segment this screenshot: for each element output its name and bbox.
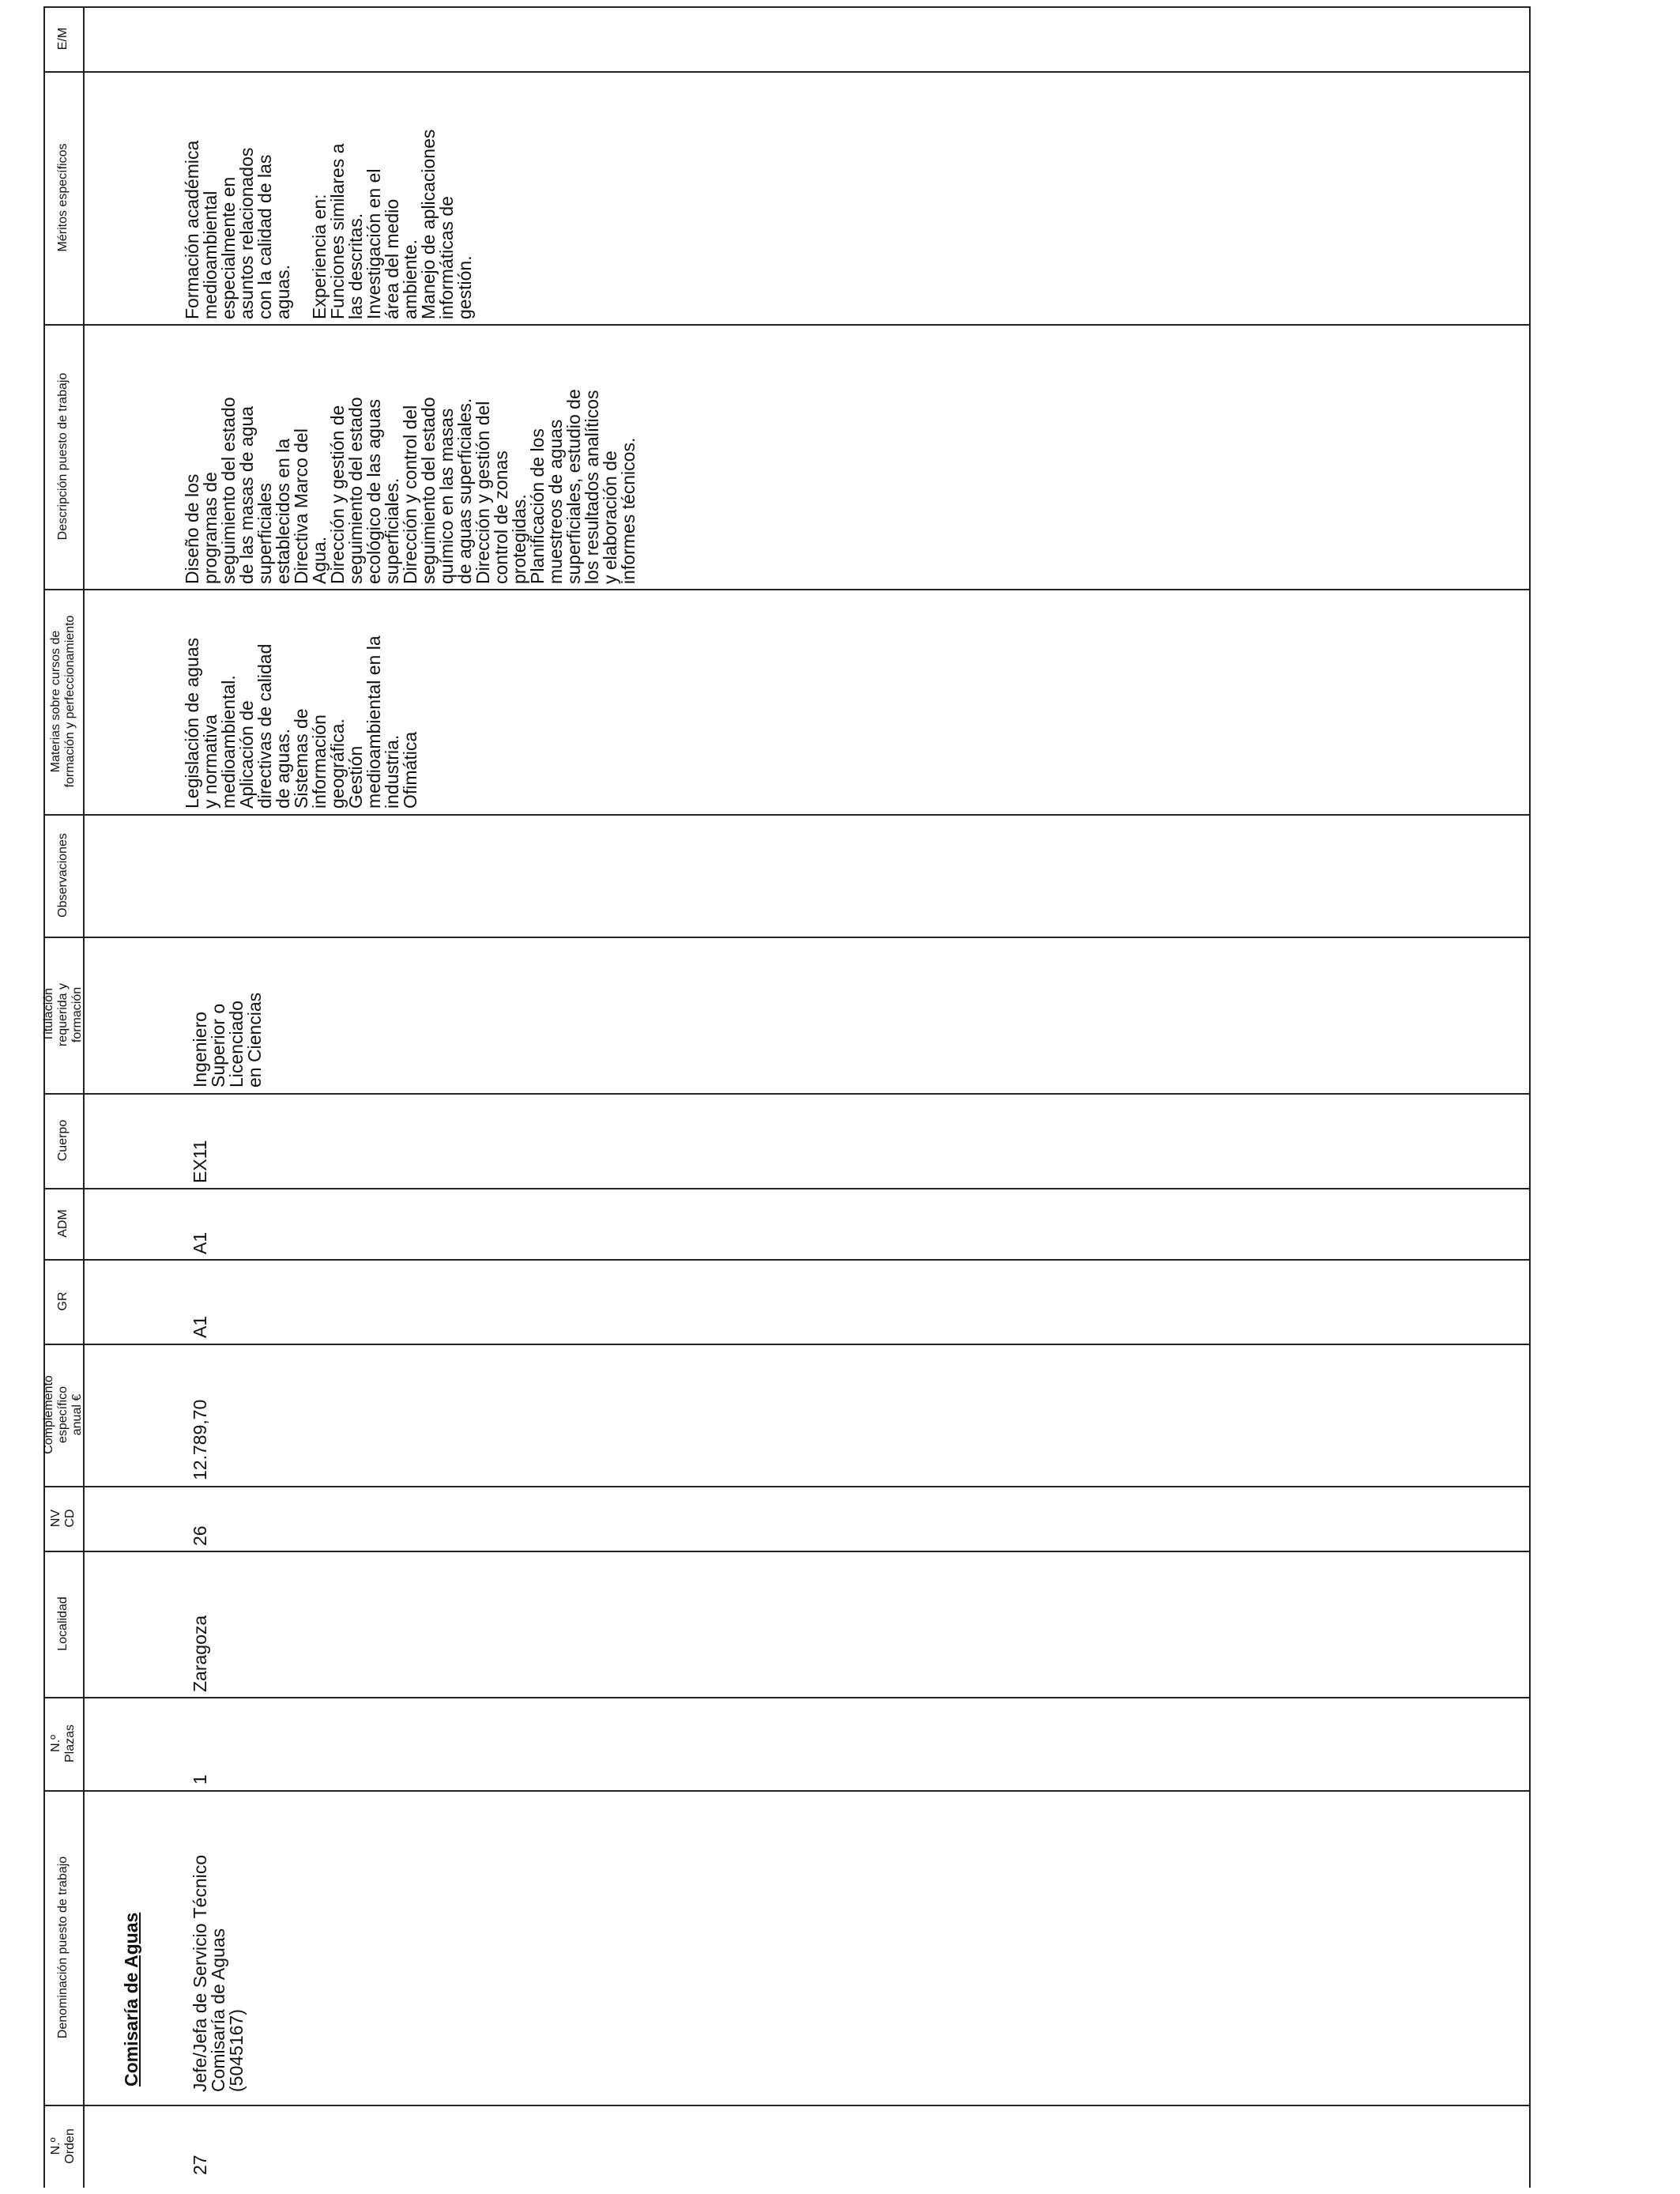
materias-line: de aguas. xyxy=(273,728,293,809)
descripcion-line: superficiales, estudio de xyxy=(563,389,584,584)
materias-line: Ofimática xyxy=(400,731,420,809)
denominacion-line: (5045167) xyxy=(226,2009,247,2092)
meritos-line: gestión. xyxy=(454,255,475,319)
meritos-line: Experiencia en: xyxy=(309,194,330,319)
meritos-line: informáticas de xyxy=(436,196,457,319)
descripcion-line: superficiales xyxy=(254,483,275,584)
descripcion-line: Agua. xyxy=(309,536,330,584)
descripcion-line: Dirección y gestión del xyxy=(473,401,493,584)
descripcion-line: los resultados analíticos xyxy=(582,390,602,584)
section-title: Comisaría de Aguas xyxy=(121,1912,141,2087)
materias-line: medioambiental en la xyxy=(363,635,384,809)
meritos-line: ambiente. xyxy=(400,239,420,319)
header-titulacion: Titulación requerida y formación xyxy=(42,982,84,1047)
header-observaciones: Observaciones xyxy=(56,833,70,918)
header-descripcion: Descripción puesto de trabajo xyxy=(56,372,70,541)
descripcion-line: control de zonas xyxy=(491,450,511,584)
descripcion-line: seguimiento del estado xyxy=(418,397,439,584)
meritos-line: las descritas. xyxy=(345,213,366,319)
descripcion-line: y elaboración de xyxy=(600,450,620,584)
cell-titulacion xyxy=(191,941,278,1089)
cell-nv-cd: 26 xyxy=(190,1525,210,1546)
meritos-line xyxy=(292,72,311,319)
materias-line: información xyxy=(309,714,330,809)
cell-gr: A1 xyxy=(190,1315,210,1338)
titulacion-line: Ingeniero xyxy=(190,1012,210,1088)
cell-denominacion xyxy=(191,1794,278,2098)
header-complemento: Complemento específico anual € xyxy=(42,1375,84,1454)
header-n-plazas: N.º Plazas xyxy=(49,1724,77,1762)
descripcion-line: de las masas de agua xyxy=(236,405,257,584)
meritos-line: especialmente en xyxy=(218,176,239,319)
descripcion-line: establecidos en la xyxy=(273,438,293,584)
descripcion-line: seguimiento del estado xyxy=(218,397,239,584)
cell-observaciones xyxy=(191,818,215,933)
materias-line: directivas de calidad xyxy=(254,643,275,809)
meritos-line: área del medio xyxy=(382,198,402,319)
materias-line: geográfica. xyxy=(327,718,348,809)
descripcion-line: de aguas superficiales. xyxy=(454,398,475,584)
cell-localidad: Zaragoza xyxy=(190,1615,210,1692)
meritos-line: con la calidad de las xyxy=(254,154,275,319)
descripcion-line: muestreos de aguas xyxy=(545,419,566,584)
header-materias: Materias sobre cursos de formación y perfeccionamiento xyxy=(49,615,77,788)
materias-line: Gestión xyxy=(345,745,366,809)
materias-line: Aplicación de xyxy=(236,700,257,809)
descripcion-line: químico en las masas xyxy=(436,408,457,584)
descripcion-line: superficiales. xyxy=(382,477,402,584)
cell-meritos xyxy=(183,74,492,321)
header-denominacion: Denominación puesto de trabajo xyxy=(56,1856,70,2039)
meritos-line: asuntos relacionados xyxy=(236,147,257,319)
descripcion-line: Dirección y control del xyxy=(400,405,420,584)
header-adm: ADM xyxy=(56,1209,70,1238)
descripcion-line: Directiva Marco del xyxy=(291,428,311,584)
materias-line: Legislación de aguas xyxy=(182,637,202,809)
meritos-line: Manejo de aplicaciones xyxy=(418,129,439,319)
descripcion-line: Diseño de los xyxy=(182,473,202,584)
descripcion-line: ecológico de las aguas xyxy=(363,399,384,584)
meritos-line: Investigación en el xyxy=(363,168,384,319)
header-cuerpo: Cuerpo xyxy=(56,1119,70,1162)
cell-complemento: 12.789,70 xyxy=(190,1399,210,1480)
cell-adm: A1 xyxy=(190,1231,210,1254)
titulacion-line: Licenciado xyxy=(226,1001,247,1088)
cell-n-plazas: 1 xyxy=(190,1774,210,1785)
meritos-line: Funciones similares a xyxy=(327,143,348,319)
titulacion-line: en Ciencias xyxy=(244,992,265,1088)
descripcion-line: Planificación de los xyxy=(527,428,548,584)
denominacion-line: Comisaría de Aguas xyxy=(208,1928,228,2092)
meritos-line: Formación académica xyxy=(182,140,202,319)
materias-line: y normativa xyxy=(200,714,220,809)
materias-line: Sistemas de xyxy=(291,708,311,809)
cell-n-orden: 27 xyxy=(190,2154,210,2175)
descripcion-line: seguimiento del estado xyxy=(345,397,366,584)
header-localidad: Localidad xyxy=(56,1596,70,1651)
descripcion-line: programas de xyxy=(200,472,220,584)
cell-em xyxy=(183,9,207,68)
materias-line: medioambiental. xyxy=(218,675,239,809)
header-nv-cd: NV CD xyxy=(49,1509,77,1528)
cell-materias xyxy=(183,593,436,810)
denominacion-line: Jefe/Jefa de Servicio Técnico xyxy=(190,1854,210,2092)
descripcion-line: informes técnicos. xyxy=(618,437,638,584)
header-em: E/M xyxy=(56,27,70,51)
meritos-line: medioambiental xyxy=(200,190,220,319)
meritos-line: aguas. xyxy=(273,264,293,319)
header-meritos: Méritos específicos xyxy=(56,143,70,252)
header-n-orden: N.º Orden xyxy=(49,2128,77,2164)
materias-line: industria. xyxy=(382,734,402,809)
cell-cuerpo: EX11 xyxy=(190,1140,210,1183)
descripcion-line: protegidas. xyxy=(509,494,529,584)
header-gr: GR xyxy=(56,1291,70,1311)
titulacion-line: Superior o xyxy=(208,1003,228,1088)
descripcion-line: Dirección y gestión de xyxy=(327,405,348,584)
cell-descripcion xyxy=(183,326,657,586)
